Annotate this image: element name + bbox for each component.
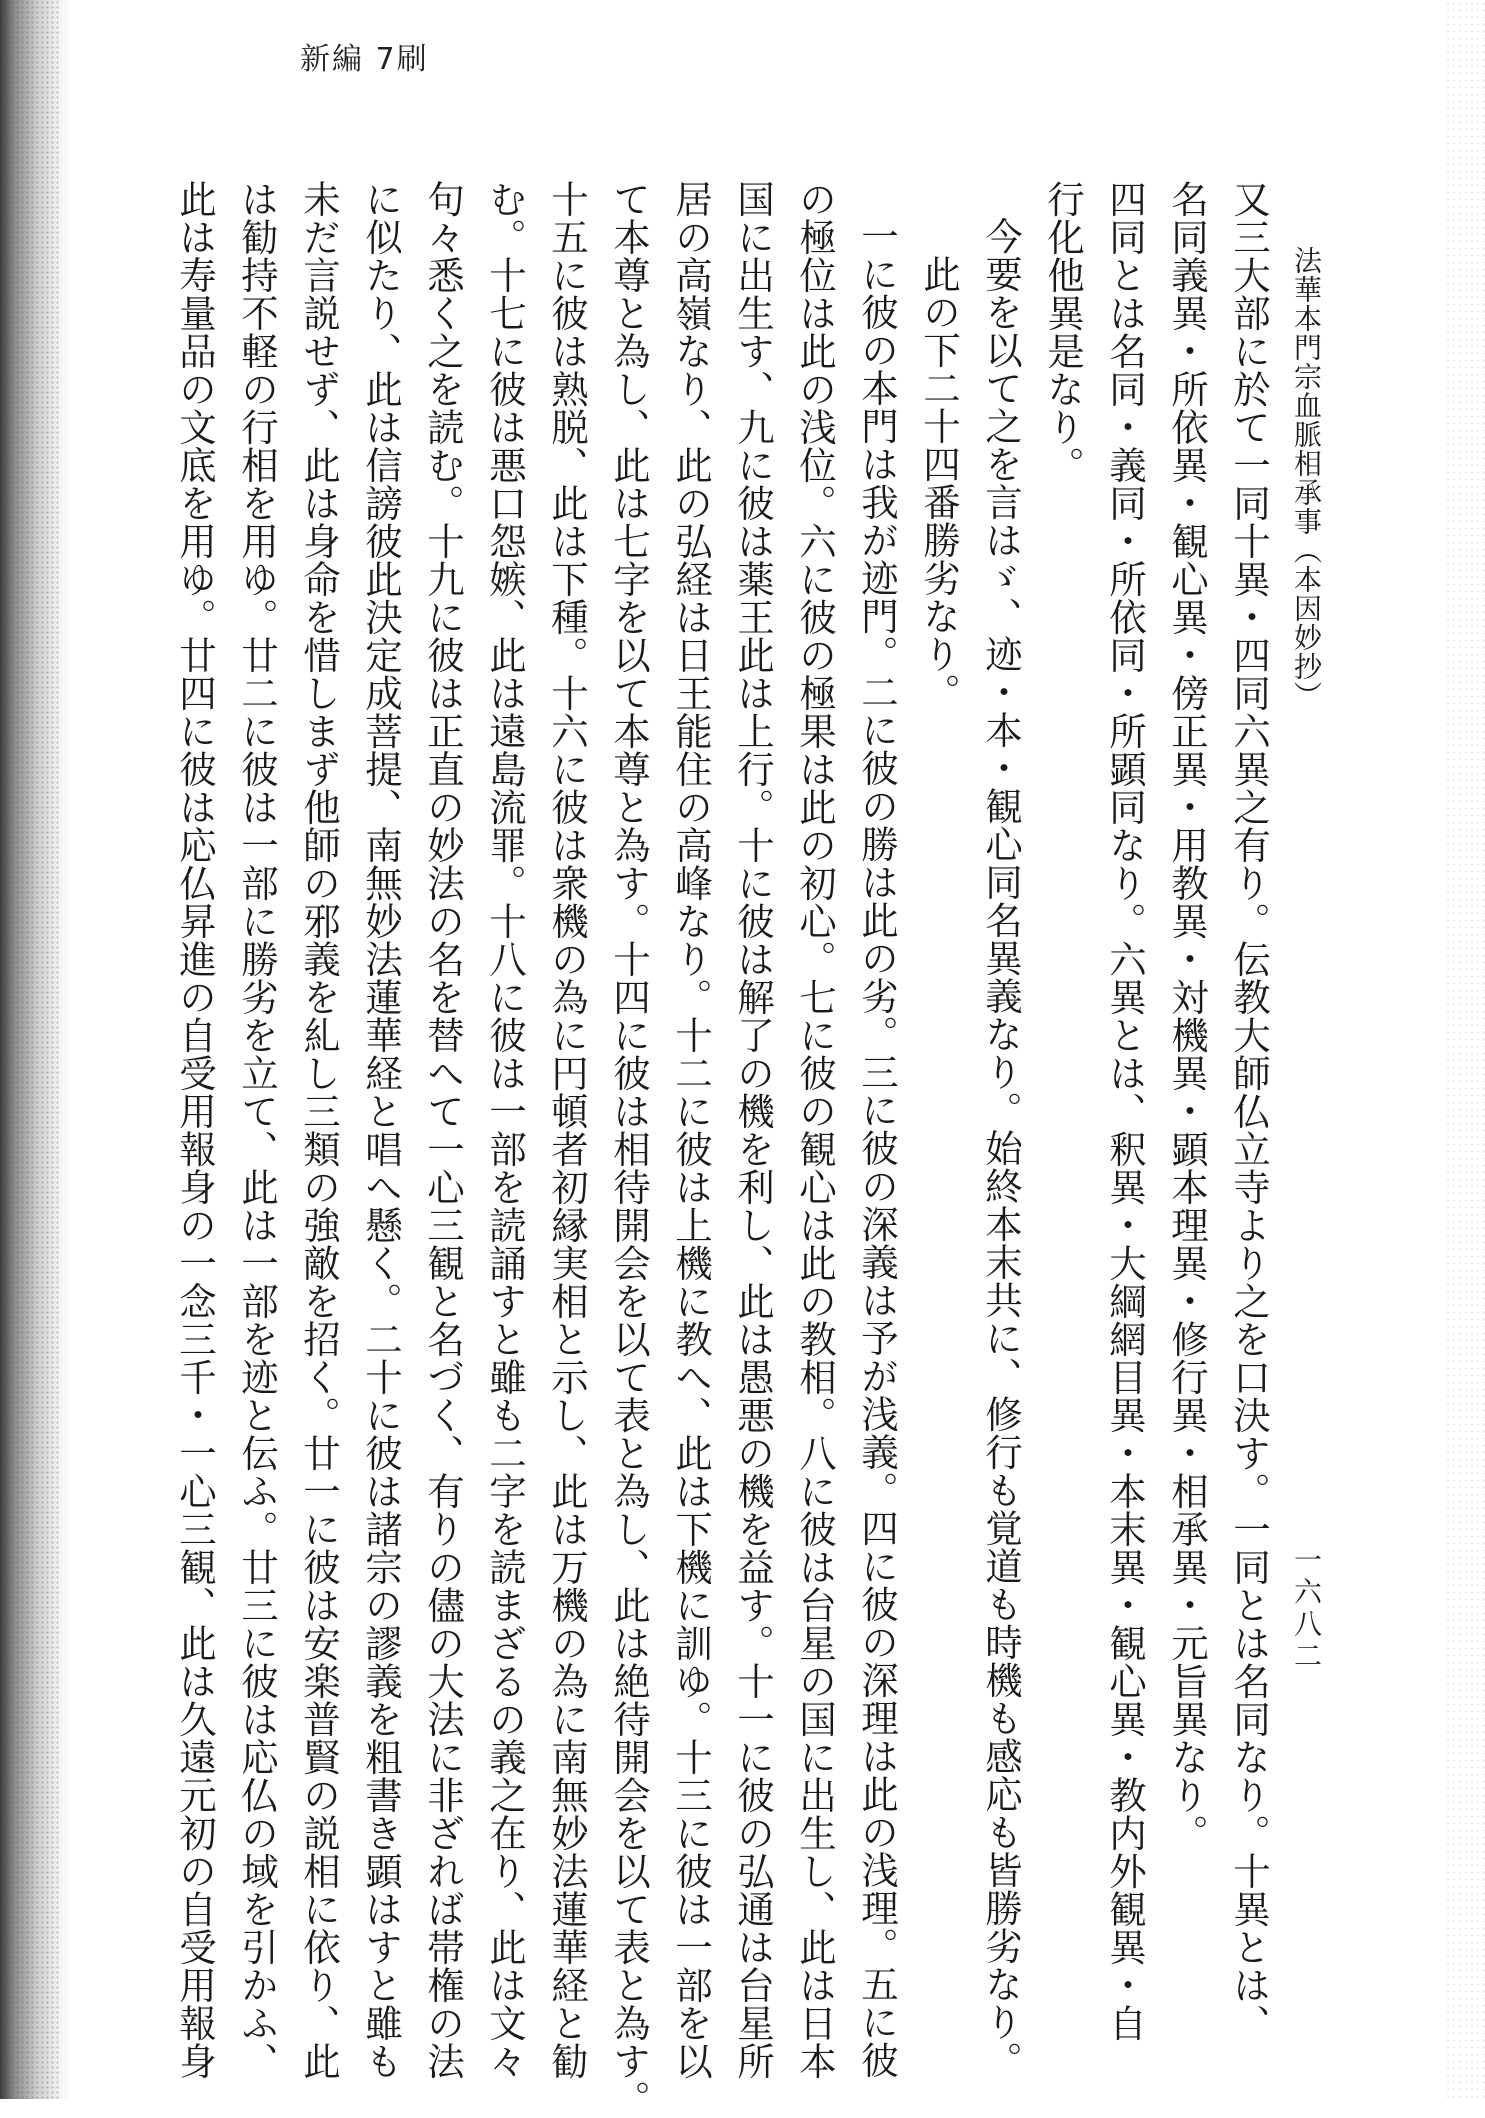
- text-column-3: 四同とは名同・義同・所依同・所顕同なり。六異とは、釈異・大綱網目異・本末異・観心異・教内外観異・自: [1103, 180, 1147, 2042]
- text-column-12: 十五に彼は熟脱、此は下種。十六に彼は衆機の為に円頓者初縁実相と示し、此は万機の為に南無妙法蓮華経と勧: [545, 180, 589, 2080]
- text-column-11: て本尊と為し、此は七字を以て本尊と為す。十四に彼は相待開会を以て表と為し、此は絶待開会を以て表と為す。: [607, 180, 651, 2118]
- page-number: 一六八二: [1290, 1545, 1323, 1673]
- text-column-14: 句々悉く之を読む。十九に彼は正直の妙法の名を替へて一心三観と名づく、有りの儘の大法に非ざれば帯権の法: [421, 180, 465, 2080]
- text-column-4: 行化他異是なり。: [1041, 180, 1085, 484]
- text-column-15: に似たり、此は信謗彼此決定成菩提、南無妙法蓮華経と唱へ懸く。二十に彼は諸宗の謬義を粗書き顕はすと雖も: [359, 180, 403, 2080]
- text-column-16: 未だ言説せず、此は身命を惜しまず他師の邪義を糺し三類の強敵を招く。廿一に彼は安楽普賢の説相に依り、此: [297, 180, 341, 2080]
- text-column-1: 又三大部に於て一同十異・四同六異之有り。伝教大師仏立寺より之を口決す。一同とは名同なり。十異とは、: [1227, 180, 1271, 2042]
- text-column-7: 一に彼の本門は我が迹門。二に彼の勝は此の劣。三に彼の深義は予が浅義。四に彼の深理は此の浅理。五に彼: [855, 217, 899, 2079]
- binding-gutter-speckle: [0, 0, 60, 2099]
- text-column-18: 此は寿量品の文底を用ゆ。廿四に彼は応仏昇進の自受用報身の一念三千・一心三観、此は久遠元初の自受用報身: [173, 180, 217, 2080]
- text-column-13: む。十七に彼は悪口怨嫉、此は遠島流罪。十八に彼は一部を読誦すと雖も二字を読まざるの義之在り、此は文々: [483, 180, 527, 2080]
- vertical-text-body: [125, 180, 1280, 2118]
- text-column-2: 名同義異・所依異・観心異・傍正異・用教異・対機異・顕本理異・修行異・相承異・元旨異なり。: [1165, 180, 1209, 1852]
- text-column-6: 此の下二十四番勝劣なり。: [917, 255, 961, 711]
- text-column-17: は勧持不軽の行相を用ゆ。廿二に彼は一部に勝劣を立て、此は一部を迹と伝ふ。廿三に彼は応仏の域を引かふ、: [235, 180, 279, 2080]
- text-column-9: 国に出生す、九に彼は薬王此は上行。十に彼は解了の機を利し、此は愚悪の機を益す。十一に彼の弘通は台星所: [731, 180, 775, 2080]
- text-column-8: の極位は此の浅位。六に彼の極果は此の初心。七に彼の観心は此の教相。八に彼は台星の国に出生し、此は日本: [793, 180, 837, 2080]
- text-column-10: 居の高嶺なり、此の弘経は日王能住の高峰なり。十二に彼は上機に教へ、此は下機に訓ゆ。十三に彼は一部を以: [669, 180, 713, 2080]
- page-edge-speckle: [1445, 0, 1485, 2099]
- print-edition-mark: 新編 7刷: [300, 42, 429, 77]
- text-column-5: 今要を以て之を言はゞ、迹・本・観心同名異義なり。始終本末共に、修行も覚道も時機も感応も皆勝劣なり。: [979, 217, 1023, 2079]
- running-head: 法華本門宗血脈相承事（本因妙抄）: [1290, 246, 1323, 710]
